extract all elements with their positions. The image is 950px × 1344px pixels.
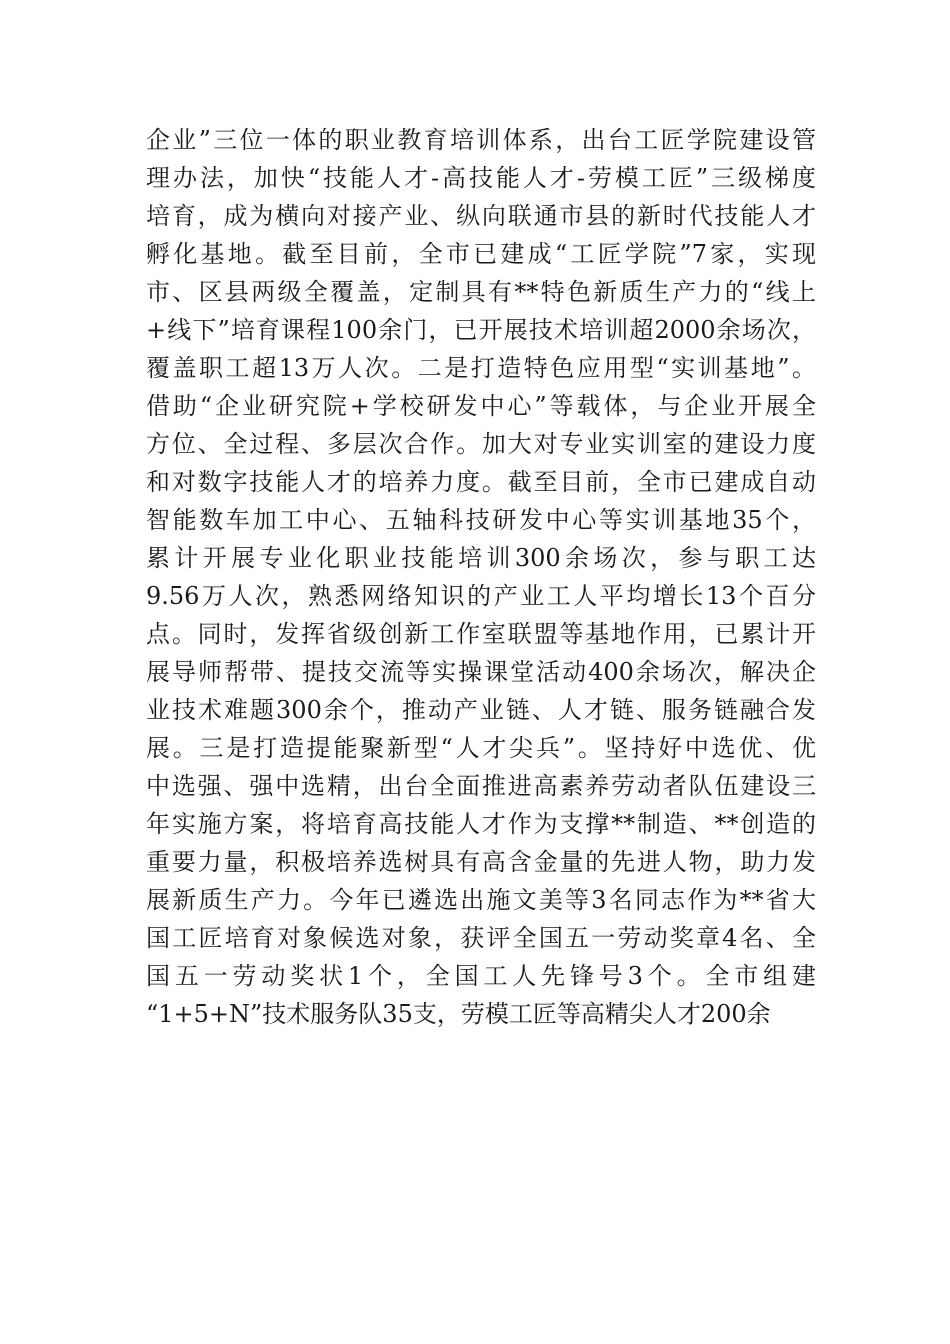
text-line: 中选强、强中选精，出台全面推进高素养劳动者队伍建设三 <box>146 772 816 800</box>
body-paragraph <box>146 121 816 1033</box>
text-line: 方位、全过程、多层次合作。加大对专业实训室的建设力度 <box>146 430 816 458</box>
text-line: 覆盖职工超13万人次。二是打造特色应用型“实训基地”。 <box>146 354 816 382</box>
text-line: 借助“企业研究院+学校研发中心”等载体，与企业开展全 <box>146 392 816 420</box>
text-line: 理办法，加快“技能人才-高技能人才-劳模工匠”三级梯度 <box>146 164 816 192</box>
text-line: 展。三是打造提能聚新型“人才尖兵”。坚持好中选优、优 <box>146 734 816 762</box>
text-line: 孵化基地。截至目前，全市已建成“工匠学院”7家，实现 <box>146 240 816 268</box>
text-line: 和对数字技能人才的培养力度。截至目前，全市已建成自动 <box>146 468 816 496</box>
text-line: 市、区县两级全覆盖，定制具有**特色新质生产力的“线上 <box>146 278 816 306</box>
text-line: 展新质生产力。今年已遴选出施文美等3名同志作为**省大 <box>146 886 816 914</box>
text-line: 国工匠培育对象候选对象，获评全国五一劳动奖章4名、全 <box>146 924 816 952</box>
text-line: 重要力量，积极培养选树具有高含金量的先进人物，助力发 <box>146 848 816 876</box>
text-line: “1+5+N”技术服务队35支，劳模工匠等高精尖人才200余 <box>146 1000 771 1028</box>
text-line: 年实施方案，将培育高技能人才作为支撑**制造、**创造的 <box>146 810 816 838</box>
text-line: 展导师帮带、提技交流等实操课堂活动400余场次，解决企 <box>146 658 816 686</box>
text-line: 国五一劳动奖状1个，全国工人先锋号3个。全市组建 <box>146 962 816 990</box>
text-line: 培育，成为横向对接产业、纵向联通市县的新时代技能人才 <box>146 202 816 230</box>
text-line: 9.56万人次，熟悉网络知识的产业工人平均增长13个百分 <box>146 582 816 610</box>
text-line: 点。同时，发挥省级创新工作室联盟等基地作用，已累计开 <box>146 620 816 648</box>
text-line: 累计开展专业化职业技能培训300余场次，参与职工达 <box>146 544 816 572</box>
text-line: 智能数车加工中心、五轴科技研发中心等实训基地35个， <box>146 506 816 534</box>
text-line: 业技术难题300余个，推动产业链、人才链、服务链融合发 <box>146 696 816 724</box>
text-line: 企业”三位一体的职业教育培训体系，出台工匠学院建设管 <box>146 126 816 154</box>
text-line: +线下”培育课程100余门，已开展技术培训超2000余场次， <box>146 316 816 344</box>
